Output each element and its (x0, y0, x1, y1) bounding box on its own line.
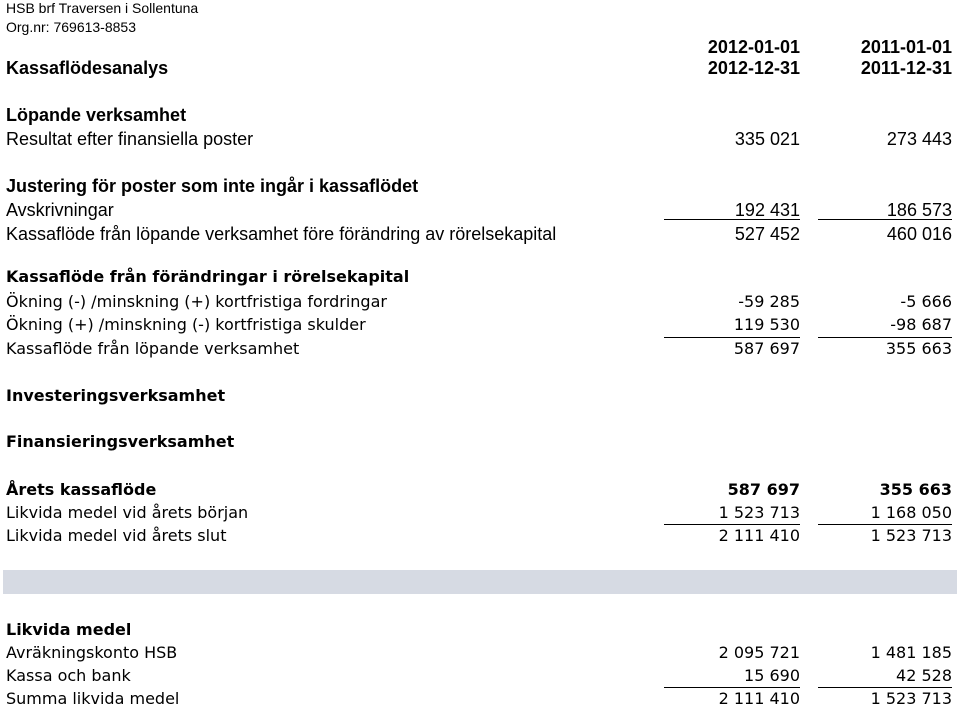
section-heading-justering: Justering för poster som inte ingår i kassaflödet (6, 176, 419, 196)
section-heading-likvida: Likvida medel (6, 620, 132, 639)
row-value-kassaflode-lopande-2011: 355 663 (885, 339, 952, 358)
underline (818, 524, 952, 525)
underline (818, 687, 952, 688)
row-value-avrakning-2011: 1 481 185 (870, 643, 952, 662)
row-value-resultat-2011: 273 443 (886, 129, 952, 149)
underline (818, 219, 952, 220)
row-value-arets-slut-2012: 2 111 410 (718, 526, 800, 545)
row-value-kassaflode-lopande-2012: 587 697 (733, 339, 800, 358)
row-label-kassaflode-lopande: Kassaflöde från löpande verksamhet (6, 339, 300, 358)
page-title: Kassaflödesanalys (6, 58, 169, 78)
row-label-summa-likvida: Summa likvida medel (6, 689, 180, 708)
row-label-fordringar: Ökning (-) /minskning (+) kortfristiga fordringar (6, 292, 387, 311)
row-value-arets-kassaflode-2011: 355 663 (879, 480, 952, 499)
row-value-avrakning-2012: 2 095 721 (718, 643, 800, 662)
underline (664, 337, 800, 338)
row-value-arets-slut-2011: 1 523 713 (870, 526, 952, 545)
row-label-avrakning: Avräkningskonto HSB (6, 643, 178, 662)
row-value-fore-forandring-2012: 527 452 (734, 224, 800, 244)
row-value-arets-borjan-2012: 1 523 713 (718, 503, 800, 522)
row-value-summa-likvida-2012: 2 111 410 (718, 689, 800, 708)
col2-from-date: 2011-01-01 (860, 37, 952, 57)
row-value-avskrivningar-2012: 192 431 (734, 200, 800, 220)
row-label-arets-kassaflode: Årets kassaflöde (6, 480, 157, 499)
row-value-fordringar-2012: -59 285 (738, 292, 800, 311)
row-value-kassa-bank-2011: 42 528 (896, 666, 952, 685)
row-label-arets-slut: Likvida medel vid årets slut (6, 526, 227, 545)
row-label-resultat: Resultat efter finansiella poster (6, 129, 254, 149)
row-value-fordringar-2011: -5 666 (900, 292, 952, 311)
section-heading-lopande: Löpande verksamhet (6, 105, 187, 125)
row-value-resultat-2012: 335 021 (734, 129, 800, 149)
org-name: HSB brf Traversen i Sollentuna (6, 0, 199, 16)
section-heading-finansiering: Finansieringsverksamhet (6, 432, 235, 451)
row-label-fore-forandring: Kassaflöde från löpande verksamhet före förändring av rörelsekapital (6, 224, 557, 244)
row-value-skulder-2012: 119 530 (733, 315, 800, 334)
row-value-fore-forandring-2011: 460 016 (886, 224, 952, 244)
section-heading-investering: Investeringsverksamhet (6, 386, 226, 405)
underline (818, 337, 952, 338)
row-value-skulder-2011: -98 687 (890, 315, 952, 334)
underline (664, 524, 800, 525)
row-label-avskrivningar: Avskrivningar (6, 200, 114, 220)
row-value-summa-likvida-2011: 1 523 713 (870, 689, 952, 708)
row-label-arets-borjan: Likvida medel vid årets början (6, 503, 249, 522)
section-heading-rorelsekapital: Kassaflöde från förändringar i rörelsekapital (6, 267, 410, 286)
row-value-arets-kassaflode-2012: 587 697 (727, 480, 800, 499)
shaded-separator-band (3, 570, 957, 594)
underline (664, 687, 800, 688)
row-label-skulder: Ökning (+) /minskning (-) kortfristiga skulder (6, 315, 366, 334)
row-value-avskrivningar-2011: 186 573 (886, 200, 952, 220)
col1-to-date: 2012-12-31 (707, 58, 800, 78)
underline (664, 219, 800, 220)
row-value-kassa-bank-2012: 15 690 (744, 666, 800, 685)
row-value-arets-borjan-2011: 1 168 050 (870, 503, 952, 522)
col2-to-date: 2011-12-31 (860, 58, 952, 78)
org-number: Org.nr: 769613-8853 (6, 19, 136, 35)
row-label-kassa-bank: Kassa och bank (6, 666, 131, 685)
col1-from-date: 2012-01-01 (707, 37, 800, 57)
